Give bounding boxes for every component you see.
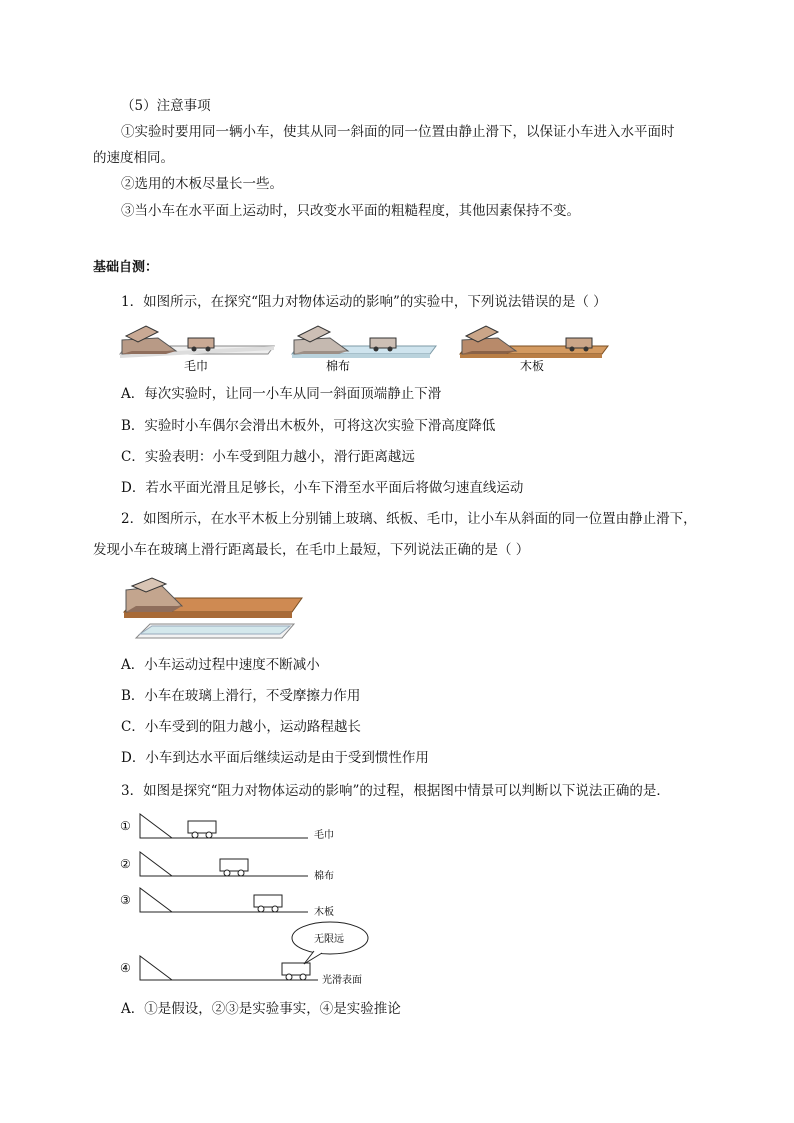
q3-label-1: 毛巾 [314,830,334,841]
q2-stem-line-1: 2．如图所示，在水平木板上分别铺上玻璃、纸板、毛巾，让小车从斜面的同一位置由静止滑下， [121,511,697,527]
notes-item-1-line-1: ①实验时要用同一辆小车，使其从同一斜面的同一位置由静止滑下，以保证小车进入水平面时 [121,124,675,140]
q1-option-a: A．每次实验时，让同一小车从同一斜面顶端静止下滑 [121,386,442,402]
q3-stem: 3．如图是探究“阻力对物体运动的影响”的过程，根据图中情景可以判断以下说法正确的是． [121,783,670,799]
notes-item-1-line-2: 的速度相同。 [93,150,174,166]
q2-figure [122,574,312,644]
q3-marker-1: ① [120,819,131,833]
q1-panel-towel [120,326,274,373]
notes-item-3: ③当小车在水平面上运动时，只改变水平面的粗糙程度，其他因素保持不变。 [121,203,580,219]
q1-panel-cotton [292,326,436,373]
q3-option-a: A．①是假设，②③是实验事实，④是实验推论 [121,1001,401,1017]
q2-option-a: A．小车运动过程中速度不断减小 [121,657,320,673]
notes-heading: （5）注意事项 [121,98,211,114]
q3-label-3: 木板 [314,907,334,918]
q2-stem-line-2: 发现小车在玻璃上滑行距离最长，在毛巾上最短，下列说法正确的是（ ） [93,542,530,558]
q3-marker-4: ④ [120,961,131,975]
q1-option-b: B．实验时小车偶尔会滑出木板外，可将这次实验下滑高度降低 [121,418,496,434]
q1-stem: 1．如图所示，在探究“阻力对物体运动的影响”的实验中，下列说法错误的是（ ） [121,294,607,310]
q1-option-d: D．若水平面光滑且足够长，小车下滑至水平面后将做匀速直线运动 [121,480,524,496]
q1-label-wood: 木板 [520,359,545,373]
q1-option-c: C．实验表明：小车受到阻力越小，滑行距离越远 [121,449,415,465]
q3-bubble-text: 无限远 [314,934,344,945]
q2-option-c: C．小车受到的阻力越小，运动路程越长 [121,719,361,735]
q1-label-cotton: 棉布 [326,359,351,373]
q3-figure [118,808,388,988]
section-title: 基础自测： [93,260,159,275]
q3-label-2: 棉布 [314,871,334,882]
q2-option-d: D．小车到达水平面后继续运动是由于受到惯性作用 [121,750,429,766]
q2-option-b: B．小车在玻璃上滑行，不受摩擦力作用 [121,688,361,704]
notes-item-2: ②选用的木板尽量长一些。 [121,176,283,192]
q1-figure [118,318,618,378]
q3-marker-2: ② [120,857,131,871]
q1-label-towel: 毛巾 [184,359,209,373]
q3-label-4: 光滑表面 [322,975,362,986]
q1-panel-wood [460,326,608,373]
q3-marker-3: ③ [120,893,131,907]
